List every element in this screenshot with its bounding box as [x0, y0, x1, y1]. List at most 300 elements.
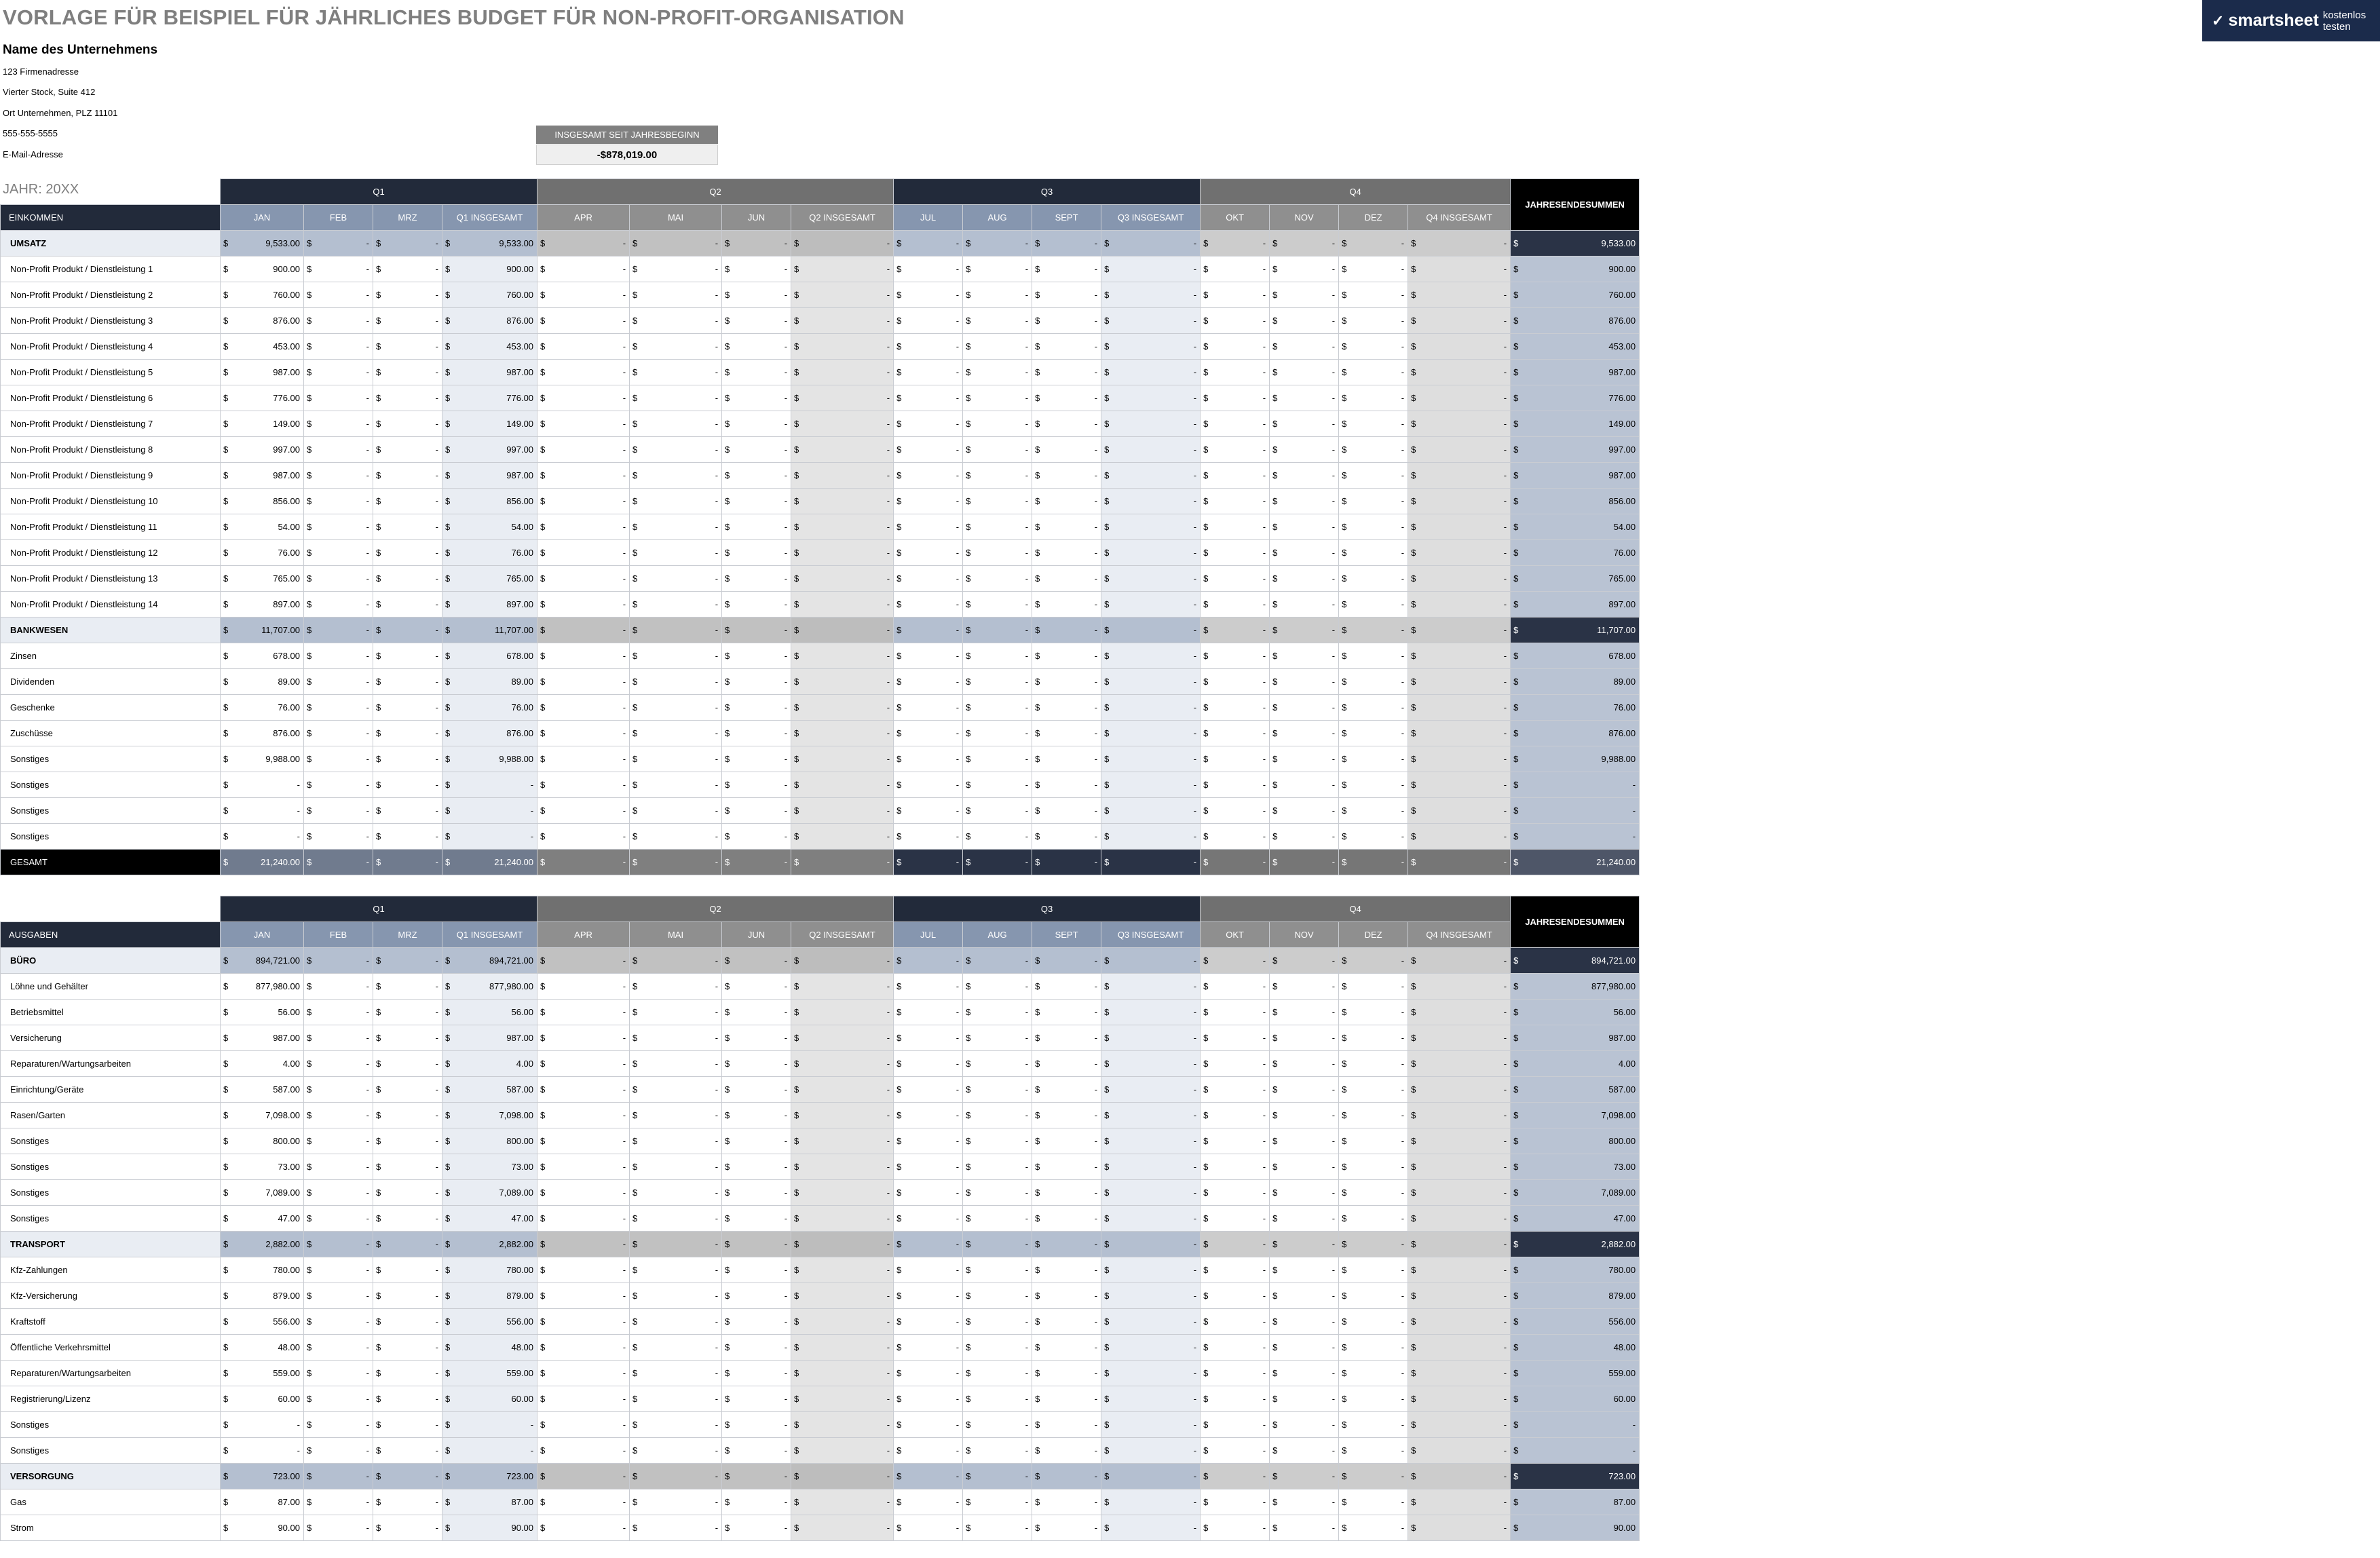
value-cell[interactable] — [722, 1077, 791, 1103]
value-cell[interactable] — [221, 385, 304, 411]
value-cell[interactable] — [894, 746, 963, 772]
value-cell[interactable] — [1201, 1438, 1270, 1464]
value-cell[interactable] — [963, 1000, 1032, 1025]
value-cell[interactable] — [1270, 385, 1339, 411]
value-cell[interactable] — [221, 618, 304, 643]
value-cell[interactable] — [963, 1180, 1032, 1206]
row-label[interactable]: Zuschüsse — [1, 721, 221, 746]
value-cell[interactable] — [963, 948, 1032, 974]
value-cell[interactable] — [1339, 1257, 1408, 1283]
value-cell[interactable] — [894, 1128, 963, 1154]
value-cell[interactable] — [630, 411, 722, 437]
value-cell[interactable] — [1408, 669, 1511, 695]
value-cell[interactable] — [1270, 618, 1339, 643]
value-cell[interactable] — [791, 1438, 894, 1464]
value-cell[interactable] — [1339, 540, 1408, 566]
value-cell[interactable] — [373, 463, 442, 489]
value-cell[interactable] — [1032, 411, 1101, 437]
value-cell[interactable] — [373, 1103, 442, 1128]
value-cell[interactable] — [1408, 282, 1511, 308]
year-total-cell[interactable] — [1511, 514, 1640, 540]
value-cell[interactable] — [722, 256, 791, 282]
value-cell[interactable] — [630, 1103, 722, 1128]
value-cell[interactable] — [722, 1515, 791, 1541]
value-cell[interactable] — [537, 850, 630, 875]
value-cell[interactable] — [442, 1128, 537, 1154]
value-cell[interactable] — [894, 308, 963, 334]
value-cell[interactable] — [1408, 566, 1511, 592]
value-cell[interactable] — [304, 360, 373, 385]
year-total-cell[interactable] — [1511, 1283, 1640, 1309]
value-cell[interactable] — [630, 1489, 722, 1515]
value-cell[interactable] — [1339, 437, 1408, 463]
value-cell[interactable] — [1101, 618, 1201, 643]
value-cell[interactable] — [373, 592, 442, 618]
value-cell[interactable] — [304, 669, 373, 695]
value-cell[interactable] — [304, 948, 373, 974]
value-cell[interactable] — [221, 334, 304, 360]
year-total-cell[interactable] — [1511, 1489, 1640, 1515]
value-cell[interactable] — [1101, 948, 1201, 974]
row-label[interactable]: Non-Profit Produkt / Dienstleistung 13 — [1, 566, 221, 592]
value-cell[interactable] — [221, 772, 304, 798]
value-cell[interactable] — [1408, 1489, 1511, 1515]
row-label[interactable]: VERSORGUNG — [1, 1464, 221, 1489]
value-cell[interactable] — [221, 1489, 304, 1515]
value-cell[interactable] — [1408, 514, 1511, 540]
value-cell[interactable] — [221, 566, 304, 592]
value-cell[interactable] — [894, 721, 963, 746]
year-total-cell[interactable] — [1511, 746, 1640, 772]
value-cell[interactable] — [304, 256, 373, 282]
value-cell[interactable] — [1339, 1180, 1408, 1206]
value-cell[interactable] — [722, 772, 791, 798]
value-cell[interactable] — [442, 1386, 537, 1412]
value-cell[interactable] — [894, 1025, 963, 1051]
value-cell[interactable] — [791, 489, 894, 514]
value-cell[interactable] — [963, 798, 1032, 824]
year-total-cell[interactable] — [1511, 592, 1640, 618]
value-cell[interactable] — [537, 1103, 630, 1128]
value-cell[interactable] — [722, 824, 791, 850]
value-cell[interactable] — [1339, 824, 1408, 850]
value-cell[interactable] — [304, 850, 373, 875]
row-label[interactable]: TRANSPORT — [1, 1232, 221, 1257]
value-cell[interactable] — [1339, 592, 1408, 618]
value-cell[interactable] — [373, 360, 442, 385]
value-cell[interactable] — [722, 1335, 791, 1361]
value-cell[interactable] — [1270, 1257, 1339, 1283]
value-cell[interactable] — [1201, 643, 1270, 669]
value-cell[interactable] — [894, 1206, 963, 1232]
value-cell[interactable] — [1408, 974, 1511, 1000]
value-cell[interactable] — [373, 540, 442, 566]
value-cell[interactable] — [722, 1206, 791, 1232]
value-cell[interactable] — [1270, 308, 1339, 334]
value-cell[interactable] — [1032, 592, 1101, 618]
value-cell[interactable] — [221, 411, 304, 437]
value-cell[interactable] — [537, 669, 630, 695]
value-cell[interactable] — [1408, 824, 1511, 850]
year-total-cell[interactable] — [1511, 669, 1640, 695]
value-cell[interactable] — [630, 974, 722, 1000]
value-cell[interactable] — [304, 1206, 373, 1232]
row-label[interactable]: Zinsen — [1, 643, 221, 669]
value-cell[interactable] — [963, 463, 1032, 489]
value-cell[interactable] — [1339, 1206, 1408, 1232]
value-cell[interactable] — [894, 1232, 963, 1257]
value-cell[interactable] — [894, 798, 963, 824]
value-cell[interactable] — [1201, 256, 1270, 282]
value-cell[interactable] — [373, 643, 442, 669]
value-cell[interactable] — [791, 1412, 894, 1438]
value-cell[interactable] — [630, 360, 722, 385]
value-cell[interactable] — [963, 1515, 1032, 1541]
value-cell[interactable] — [1339, 1051, 1408, 1077]
value-cell[interactable] — [630, 1361, 722, 1386]
value-cell[interactable] — [1408, 1309, 1511, 1335]
value-cell[interactable] — [221, 798, 304, 824]
value-cell[interactable] — [1408, 1077, 1511, 1103]
value-cell[interactable] — [722, 1128, 791, 1154]
value-cell[interactable] — [442, 1438, 537, 1464]
value-cell[interactable] — [722, 437, 791, 463]
row-label[interactable]: Löhne und Gehälter — [1, 974, 221, 1000]
value-cell[interactable] — [1270, 643, 1339, 669]
value-cell[interactable] — [304, 1515, 373, 1541]
value-cell[interactable] — [1339, 385, 1408, 411]
value-cell[interactable] — [1101, 463, 1201, 489]
row-label[interactable]: Sonstiges — [1, 1128, 221, 1154]
value-cell[interactable] — [791, 669, 894, 695]
value-cell[interactable] — [442, 1180, 537, 1206]
value-cell[interactable] — [221, 1361, 304, 1386]
value-cell[interactable] — [722, 514, 791, 540]
value-cell[interactable] — [791, 514, 894, 540]
value-cell[interactable] — [304, 695, 373, 721]
value-cell[interactable] — [630, 1386, 722, 1412]
value-cell[interactable] — [373, 948, 442, 974]
value-cell[interactable] — [1101, 798, 1201, 824]
value-cell[interactable] — [1339, 772, 1408, 798]
value-cell[interactable] — [1032, 1206, 1101, 1232]
value-cell[interactable] — [963, 334, 1032, 360]
year-total-cell[interactable] — [1511, 1077, 1640, 1103]
value-cell[interactable] — [373, 437, 442, 463]
value-cell[interactable] — [722, 308, 791, 334]
value-cell[interactable] — [722, 798, 791, 824]
value-cell[interactable] — [894, 411, 963, 437]
value-cell[interactable] — [963, 1335, 1032, 1361]
value-cell[interactable] — [1270, 1000, 1339, 1025]
value-cell[interactable] — [221, 437, 304, 463]
value-cell[interactable] — [1408, 1283, 1511, 1309]
value-cell[interactable] — [1201, 1154, 1270, 1180]
year-total-cell[interactable] — [1511, 1335, 1640, 1361]
value-cell[interactable] — [1339, 1386, 1408, 1412]
value-cell[interactable] — [304, 1412, 373, 1438]
value-cell[interactable] — [1408, 1361, 1511, 1386]
value-cell[interactable] — [1032, 566, 1101, 592]
value-cell[interactable] — [1032, 489, 1101, 514]
row-label[interactable]: Non-Profit Produkt / Dienstleistung 12 — [1, 540, 221, 566]
value-cell[interactable] — [1270, 974, 1339, 1000]
value-cell[interactable] — [221, 1335, 304, 1361]
row-label[interactable]: Registrierung/Lizenz — [1, 1386, 221, 1412]
value-cell[interactable] — [1270, 1412, 1339, 1438]
value-cell[interactable] — [1339, 489, 1408, 514]
value-cell[interactable] — [373, 282, 442, 308]
value-cell[interactable] — [221, 1283, 304, 1309]
value-cell[interactable] — [1339, 669, 1408, 695]
year-total-cell[interactable] — [1511, 948, 1640, 974]
value-cell[interactable] — [894, 1335, 963, 1361]
row-label[interactable]: Non-Profit Produkt / Dienstleistung 5 — [1, 360, 221, 385]
value-cell[interactable] — [537, 1412, 630, 1438]
address-line-3[interactable]: Ort Unternehmen, PLZ 11101 — [3, 108, 118, 118]
value-cell[interactable] — [442, 798, 537, 824]
value-cell[interactable] — [894, 437, 963, 463]
value-cell[interactable] — [894, 566, 963, 592]
value-cell[interactable] — [963, 1077, 1032, 1103]
value-cell[interactable] — [894, 489, 963, 514]
value-cell[interactable] — [442, 489, 537, 514]
value-cell[interactable] — [722, 1025, 791, 1051]
value-cell[interactable] — [1270, 1077, 1339, 1103]
value-cell[interactable] — [1101, 1025, 1201, 1051]
value-cell[interactable] — [1032, 1412, 1101, 1438]
value-cell[interactable] — [304, 1232, 373, 1257]
value-cell[interactable] — [1101, 1103, 1201, 1128]
value-cell[interactable] — [1408, 850, 1511, 875]
value-cell[interactable] — [1408, 540, 1511, 566]
value-cell[interactable] — [537, 437, 630, 463]
value-cell[interactable] — [894, 334, 963, 360]
value-cell[interactable] — [537, 360, 630, 385]
value-cell[interactable] — [537, 1283, 630, 1309]
row-label[interactable]: Sonstiges — [1, 1412, 221, 1438]
value-cell[interactable] — [537, 1154, 630, 1180]
row-label[interactable]: Non-Profit Produkt / Dienstleistung 8 — [1, 437, 221, 463]
value-cell[interactable] — [1032, 540, 1101, 566]
value-cell[interactable] — [1408, 1232, 1511, 1257]
value-cell[interactable] — [373, 1206, 442, 1232]
value-cell[interactable] — [791, 1489, 894, 1515]
row-label[interactable]: Versicherung — [1, 1025, 221, 1051]
value-cell[interactable] — [537, 1206, 630, 1232]
value-cell[interactable] — [963, 282, 1032, 308]
value-cell[interactable] — [373, 669, 442, 695]
value-cell[interactable] — [1101, 282, 1201, 308]
year-total-cell[interactable] — [1511, 798, 1640, 824]
value-cell[interactable] — [1270, 566, 1339, 592]
value-cell[interactable] — [1270, 1386, 1339, 1412]
value-cell[interactable] — [373, 1335, 442, 1361]
value-cell[interactable] — [1339, 566, 1408, 592]
value-cell[interactable] — [1408, 1412, 1511, 1438]
value-cell[interactable] — [1101, 411, 1201, 437]
value-cell[interactable] — [1201, 540, 1270, 566]
value-cell[interactable] — [1101, 1335, 1201, 1361]
value-cell[interactable] — [1270, 514, 1339, 540]
value-cell[interactable] — [1408, 1464, 1511, 1489]
value-cell[interactable] — [722, 411, 791, 437]
value-cell[interactable] — [1201, 772, 1270, 798]
value-cell[interactable] — [630, 948, 722, 974]
value-cell[interactable] — [442, 1000, 537, 1025]
value-cell[interactable] — [373, 1257, 442, 1283]
value-cell[interactable] — [1201, 618, 1270, 643]
value-cell[interactable] — [963, 772, 1032, 798]
value-cell[interactable] — [537, 592, 630, 618]
value-cell[interactable] — [722, 643, 791, 669]
value-cell[interactable] — [304, 1335, 373, 1361]
value-cell[interactable] — [442, 824, 537, 850]
value-cell[interactable] — [894, 669, 963, 695]
value-cell[interactable] — [537, 1025, 630, 1051]
value-cell[interactable] — [304, 1464, 373, 1489]
value-cell[interactable] — [963, 1025, 1032, 1051]
value-cell[interactable] — [304, 1077, 373, 1103]
value-cell[interactable] — [1101, 1257, 1201, 1283]
row-label[interactable]: Non-Profit Produkt / Dienstleistung 4 — [1, 334, 221, 360]
value-cell[interactable] — [1270, 1128, 1339, 1154]
value-cell[interactable] — [963, 1257, 1032, 1283]
value-cell[interactable] — [630, 463, 722, 489]
row-label[interactable]: Non-Profit Produkt / Dienstleistung 14 — [1, 592, 221, 618]
value-cell[interactable] — [791, 974, 894, 1000]
value-cell[interactable] — [304, 1489, 373, 1515]
value-cell[interactable] — [1408, 489, 1511, 514]
year-total-cell[interactable] — [1511, 1000, 1640, 1025]
value-cell[interactable] — [1339, 514, 1408, 540]
value-cell[interactable] — [373, 1025, 442, 1051]
value-cell[interactable] — [963, 1386, 1032, 1412]
value-cell[interactable] — [630, 850, 722, 875]
value-cell[interactable] — [1032, 643, 1101, 669]
value-cell[interactable] — [442, 618, 537, 643]
value-cell[interactable] — [1101, 308, 1201, 334]
value-cell[interactable] — [1101, 1232, 1201, 1257]
value-cell[interactable] — [963, 850, 1032, 875]
value-cell[interactable] — [1101, 1412, 1201, 1438]
value-cell[interactable] — [442, 1412, 537, 1438]
value-cell[interactable] — [722, 1154, 791, 1180]
year-total-cell[interactable] — [1511, 489, 1640, 514]
value-cell[interactable] — [373, 721, 442, 746]
value-cell[interactable] — [221, 1077, 304, 1103]
value-cell[interactable] — [1201, 463, 1270, 489]
value-cell[interactable] — [1339, 948, 1408, 974]
value-cell[interactable] — [537, 334, 630, 360]
year-total-cell[interactable] — [1511, 385, 1640, 411]
value-cell[interactable] — [373, 746, 442, 772]
value-cell[interactable] — [630, 1515, 722, 1541]
row-label[interactable]: Sonstiges — [1, 824, 221, 850]
value-cell[interactable] — [221, 1257, 304, 1283]
value-cell[interactable] — [221, 1412, 304, 1438]
value-cell[interactable] — [442, 1361, 537, 1386]
value-cell[interactable] — [304, 772, 373, 798]
value-cell[interactable] — [791, 1000, 894, 1025]
value-cell[interactable] — [630, 1206, 722, 1232]
value-cell[interactable] — [373, 1361, 442, 1386]
value-cell[interactable] — [1101, 1309, 1201, 1335]
value-cell[interactable] — [894, 643, 963, 669]
row-label[interactable]: Reparaturen/Wartungsarbeiten — [1, 1361, 221, 1386]
row-label[interactable]: Betriebsmittel — [1, 1000, 221, 1025]
value-cell[interactable] — [722, 669, 791, 695]
value-cell[interactable] — [630, 1025, 722, 1051]
value-cell[interactable] — [791, 1051, 894, 1077]
value-cell[interactable] — [1101, 721, 1201, 746]
value-cell[interactable] — [1201, 1386, 1270, 1412]
year-total-cell[interactable] — [1511, 566, 1640, 592]
value-cell[interactable] — [722, 1103, 791, 1128]
value-cell[interactable] — [1339, 850, 1408, 875]
value-cell[interactable] — [221, 282, 304, 308]
value-cell[interactable] — [1408, 618, 1511, 643]
value-cell[interactable] — [442, 1051, 537, 1077]
value-cell[interactable] — [1101, 1154, 1201, 1180]
value-cell[interactable] — [1270, 489, 1339, 514]
value-cell[interactable] — [537, 1489, 630, 1515]
value-cell[interactable] — [722, 1309, 791, 1335]
value-cell[interactable] — [304, 1180, 373, 1206]
value-cell[interactable] — [1032, 463, 1101, 489]
value-cell[interactable] — [1339, 798, 1408, 824]
value-cell[interactable] — [1101, 643, 1201, 669]
value-cell[interactable] — [722, 360, 791, 385]
value-cell[interactable] — [1339, 1309, 1408, 1335]
value-cell[interactable] — [1032, 850, 1101, 875]
value-cell[interactable] — [630, 1438, 722, 1464]
value-cell[interactable] — [1339, 360, 1408, 385]
value-cell[interactable] — [630, 231, 722, 256]
value-cell[interactable] — [1032, 669, 1101, 695]
value-cell[interactable] — [1201, 824, 1270, 850]
value-cell[interactable] — [1201, 798, 1270, 824]
year-total-cell[interactable] — [1511, 643, 1640, 669]
value-cell[interactable] — [1270, 1309, 1339, 1335]
value-cell[interactable] — [1270, 1438, 1339, 1464]
value-cell[interactable] — [722, 1386, 791, 1412]
value-cell[interactable] — [373, 385, 442, 411]
value-cell[interactable] — [1201, 948, 1270, 974]
value-cell[interactable] — [1032, 1257, 1101, 1283]
value-cell[interactable] — [722, 489, 791, 514]
value-cell[interactable] — [442, 334, 537, 360]
value-cell[interactable] — [1201, 1335, 1270, 1361]
row-label[interactable]: Gas — [1, 1489, 221, 1515]
value-cell[interactable] — [373, 411, 442, 437]
value-cell[interactable] — [373, 1309, 442, 1335]
value-cell[interactable] — [304, 1361, 373, 1386]
value-cell[interactable] — [1201, 1180, 1270, 1206]
value-cell[interactable] — [537, 385, 630, 411]
value-cell[interactable] — [537, 746, 630, 772]
value-cell[interactable] — [1101, 1515, 1201, 1541]
value-cell[interactable] — [1201, 231, 1270, 256]
value-cell[interactable] — [442, 231, 537, 256]
value-cell[interactable] — [1270, 1025, 1339, 1051]
value-cell[interactable] — [1201, 360, 1270, 385]
value-cell[interactable] — [1270, 1232, 1339, 1257]
year-total-cell[interactable] — [1511, 772, 1640, 798]
value-cell[interactable] — [1270, 1515, 1339, 1541]
value-cell[interactable] — [791, 566, 894, 592]
value-cell[interactable] — [304, 643, 373, 669]
